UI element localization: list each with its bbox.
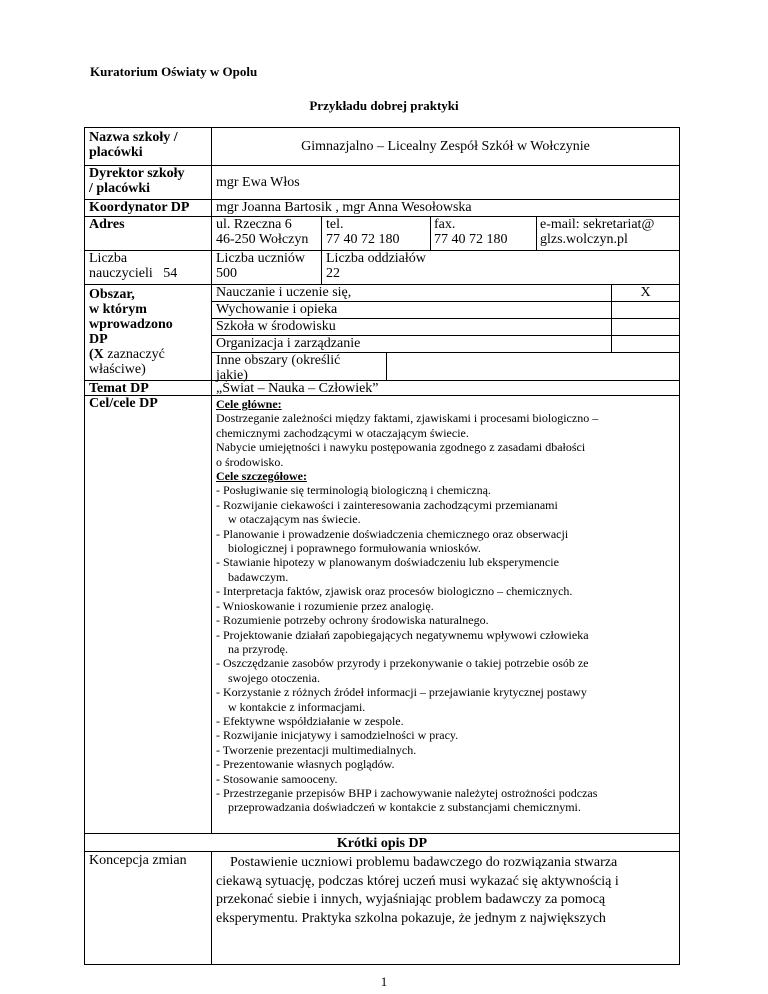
goal-line: - Interpretacja faktów, zjawisk oraz procesów biologiczno – chemicznych. (216, 584, 573, 599)
practice-table (84, 127, 680, 965)
goal-line: - Efektywne współdziałanie w zespole. (216, 713, 404, 728)
concept-label: Koncepcja zmian (89, 853, 187, 868)
goal-line: - Tworzenie prezentacji multimedialnych. (216, 742, 417, 757)
school-name-value: Gimnazjalno – Licealny Zespół Szkół w Wołczynie (301, 139, 590, 154)
goal-line: w otaczającym nas świecie. (228, 512, 361, 527)
students-count: Liczba uczniów 500 (216, 251, 306, 281)
area-option: Nauczanie i uczenie się, (216, 285, 352, 300)
coordinator-value: mgr Joanna Bartosik , mgr Anna Wesołowska (216, 200, 472, 215)
goal-line: Dostrzeganie zależności między faktami, zjawiskami i procesami biologiczno – (216, 411, 599, 426)
topic-label: Temat DP (89, 381, 149, 396)
goal-line: przeprowadzania doświadczeń w kontakcie z substancjami chemicznymi. (228, 800, 581, 815)
goal-line: swojego otoczenia. (228, 670, 320, 685)
school-name-label: Nazwa szkoły / placówki (89, 130, 178, 160)
document-subtitle: Przykładu dobrej praktyki (309, 98, 459, 113)
street-address: ul. Rzeczna 6 46-250 Wołczyn (216, 217, 309, 247)
area-mark: X (640, 285, 651, 300)
email: e-mail: sekretariat@ glzs.wolczyn.pl (540, 217, 655, 247)
document-header: Kuratorium Oświaty w Opolu (90, 64, 258, 79)
other-areas-label: Inne obszary (określić jakie) (216, 353, 341, 383)
goals-content (216, 397, 678, 815)
goal-line: - Korzystanie z różnych źródeł informacji – przejawianie krytycznej postawy (216, 685, 587, 700)
main-goals-heading: Cele główne: (216, 397, 282, 411)
goal-line: w kontakcie z informacjami. (228, 699, 366, 714)
goal-line: na przyrodę. (228, 641, 288, 656)
area-option: Wychowanie i opieka (216, 302, 338, 317)
fax: fax. 77 40 72 180 (434, 217, 508, 247)
goal-line: - Rozwijanie ciekawości i zainteresowania zachodzącymi przemianami (216, 497, 558, 512)
goal-line: chemicznymi zachodzącymi w otaczającym świecie. (216, 425, 469, 440)
short-description-heading: Krótki opis DP (336, 836, 428, 851)
goal-line: - Prezentowanie własnych poglądów. (216, 757, 395, 772)
goal-line: biologicznej i poprawnego formułowania wniosków. (228, 541, 481, 556)
page-number: 1 (380, 974, 388, 989)
area-option: Organizacja i zarządzanie (216, 336, 361, 351)
goal-line: - Oszczędzanie zasobów przyrody i przekonywanie o takiej potrzebie osób ze (216, 656, 589, 671)
specific-goals-heading: Cele szczegółowe: (216, 469, 307, 484)
telephone: tel. 77 40 72 180 (326, 217, 400, 247)
address-label: Adres (89, 217, 125, 232)
goal-line: - Projektowanie działań zapobiegających negatywnemu wpływowi człowieka (216, 627, 589, 642)
goal-line: - Wnioskowanie i rozumienie przez analogię. (216, 598, 434, 613)
goal-line: - Przestrzeganie przepisów BHP i zachowywanie należytej ostrożności podczas (216, 785, 598, 800)
goal-line: o środowisko. (216, 454, 284, 469)
goal-line: - Stawianie hipotezy w planowanym doświadczeniu lub eksperymencie (216, 555, 559, 570)
goal-line: - Stosowanie samooceny. (216, 771, 338, 786)
director-value: mgr Ewa Włos (216, 175, 300, 190)
goal-line: badawczym. (228, 569, 289, 584)
goal-line: - Rozwijanie inicjatywy i samodzielności w pracy. (216, 728, 459, 743)
classes-count: Liczba oddziałów 22 (326, 251, 426, 281)
goal-line: - Planowanie i prowadzenie doświadczenia chemicznego oraz obserwacji (216, 526, 569, 541)
goal-line: Nabycie umiejętności i nawyku postępowania zgodnego z zasadami dbałości (216, 440, 586, 455)
area-option: Szkoła w środowisku (216, 319, 336, 334)
topic-value: „Świat – Nauka – Człowiek” (216, 381, 379, 396)
goals-label: Cel/cele DP (89, 396, 158, 411)
area-label: Obszar, w którym wprowadzono DP (X zaznaczyć właściwe) (89, 287, 173, 377)
goal-line: - Rozumienie potrzeby ochrony środowiska naturalnego. (216, 613, 489, 628)
concept-text: Postawienie uczniowi problemu badawczego do rozwiązania stwarza ciekawą sytuację, podczas której uczeń musi wykazać się aktywnością i przekonać siebie i innych, wyjaśniając problem badawczy za pomocą eksperymentu. Praktyka szkolna pokazuje, że jednym z największych (216, 855, 619, 926)
teachers-count-label: Liczba nauczycieli 54 (89, 251, 178, 281)
goal-line: - Posługiwanie się terminologią biologiczną i chemiczną. (216, 483, 491, 498)
director-label: Dyrektor szkoły / placówki (89, 166, 185, 196)
coordinator-label: Koordynator DP (89, 200, 190, 215)
